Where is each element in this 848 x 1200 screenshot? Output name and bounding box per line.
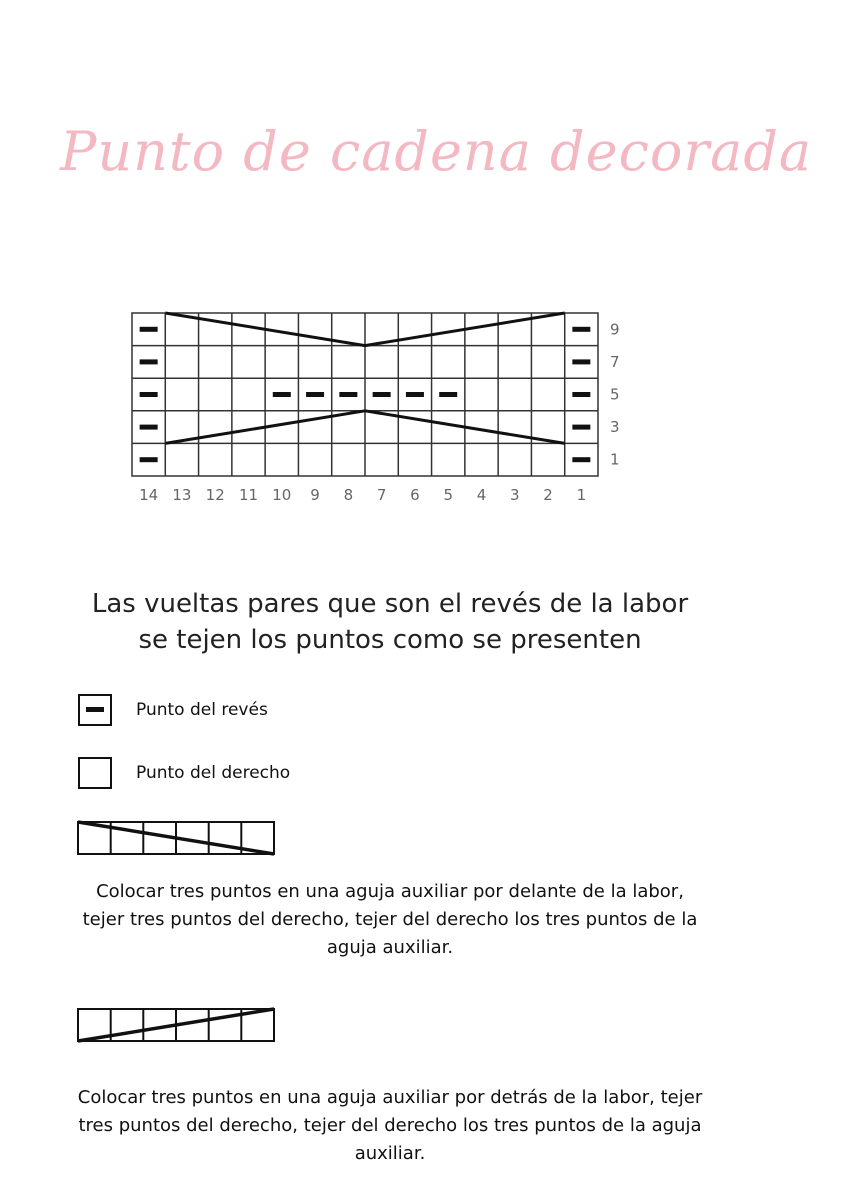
back-cable-line-2: tres puntos del derecho, tejer del derecho los tres puntos de la aguja — [78, 1115, 702, 1136]
column-number: 11 — [238, 486, 259, 504]
purl-dash — [140, 359, 158, 364]
back-cable-line-3: auxiliar. — [354, 1143, 426, 1164]
column-number: 3 — [510, 486, 520, 504]
purl-dash — [572, 392, 590, 397]
page-title: Punto de cadena decorada — [60, 120, 813, 183]
subtitle-line-2: se tejen los puntos como se presenten — [138, 625, 642, 655]
row-number: 7 — [610, 352, 620, 371]
purl-dash — [140, 327, 158, 332]
purl-dash — [273, 392, 291, 397]
column-number: 9 — [310, 486, 320, 504]
column-number: 10 — [272, 486, 292, 504]
row-number: 3 — [610, 418, 620, 437]
purl-dash — [439, 392, 457, 397]
purl-dash — [373, 392, 391, 397]
stitch-chart — [0, 0, 848, 520]
front-cable-line-2: tejer tres puntos del derecho, tejer del derecho los tres puntos de la — [82, 909, 698, 930]
column-number: 2 — [543, 486, 553, 504]
column-number: 14 — [139, 486, 159, 504]
front-cable-line-3: aguja auxiliar. — [326, 937, 454, 958]
purl-stitch-symbol — [78, 694, 114, 728]
column-number: 8 — [343, 486, 354, 504]
column-number: 13 — [172, 486, 192, 504]
column-number: 1 — [576, 486, 587, 504]
purl-dash — [572, 327, 590, 332]
column-number: 7 — [376, 486, 387, 504]
purl-dash — [339, 392, 357, 397]
purl-dash — [140, 425, 158, 430]
back-cable-line-1: Colocar tres puntos en una aguja auxiliar por detrás de la labor, tejer — [77, 1087, 703, 1108]
purl-dash — [572, 457, 590, 462]
purl-dash — [406, 392, 424, 397]
row-number: 9 — [610, 320, 620, 339]
purl-stitch-label: Punto del revés — [136, 700, 268, 720]
purl-dash — [140, 457, 158, 462]
column-number: 5 — [443, 486, 453, 504]
purl-dash — [572, 359, 590, 364]
back-cable-symbol — [76, 1006, 278, 1044]
front-cable-line-1: Colocar tres puntos en una aguja auxiliar por delante de la labor, — [96, 881, 684, 902]
back-cable-description — [30, 1084, 750, 1168]
subtitle-line-1: Las vueltas pares que son el revés de la labor — [91, 589, 689, 619]
instructions-subtitle — [40, 586, 740, 658]
column-number: 4 — [476, 486, 487, 504]
knit-stitch-label: Punto del derecho — [136, 763, 291, 783]
row-number: 5 — [610, 385, 620, 404]
knit-stitch-symbol — [78, 757, 114, 791]
row-number: 1 — [610, 450, 620, 469]
purl-dash — [140, 392, 158, 397]
column-number: 12 — [205, 486, 225, 504]
purl-dash — [306, 392, 324, 397]
column-number: 6 — [410, 486, 420, 504]
front-cable-description — [30, 878, 750, 962]
front-cable-symbol — [76, 819, 278, 857]
purl-dash — [572, 425, 590, 430]
